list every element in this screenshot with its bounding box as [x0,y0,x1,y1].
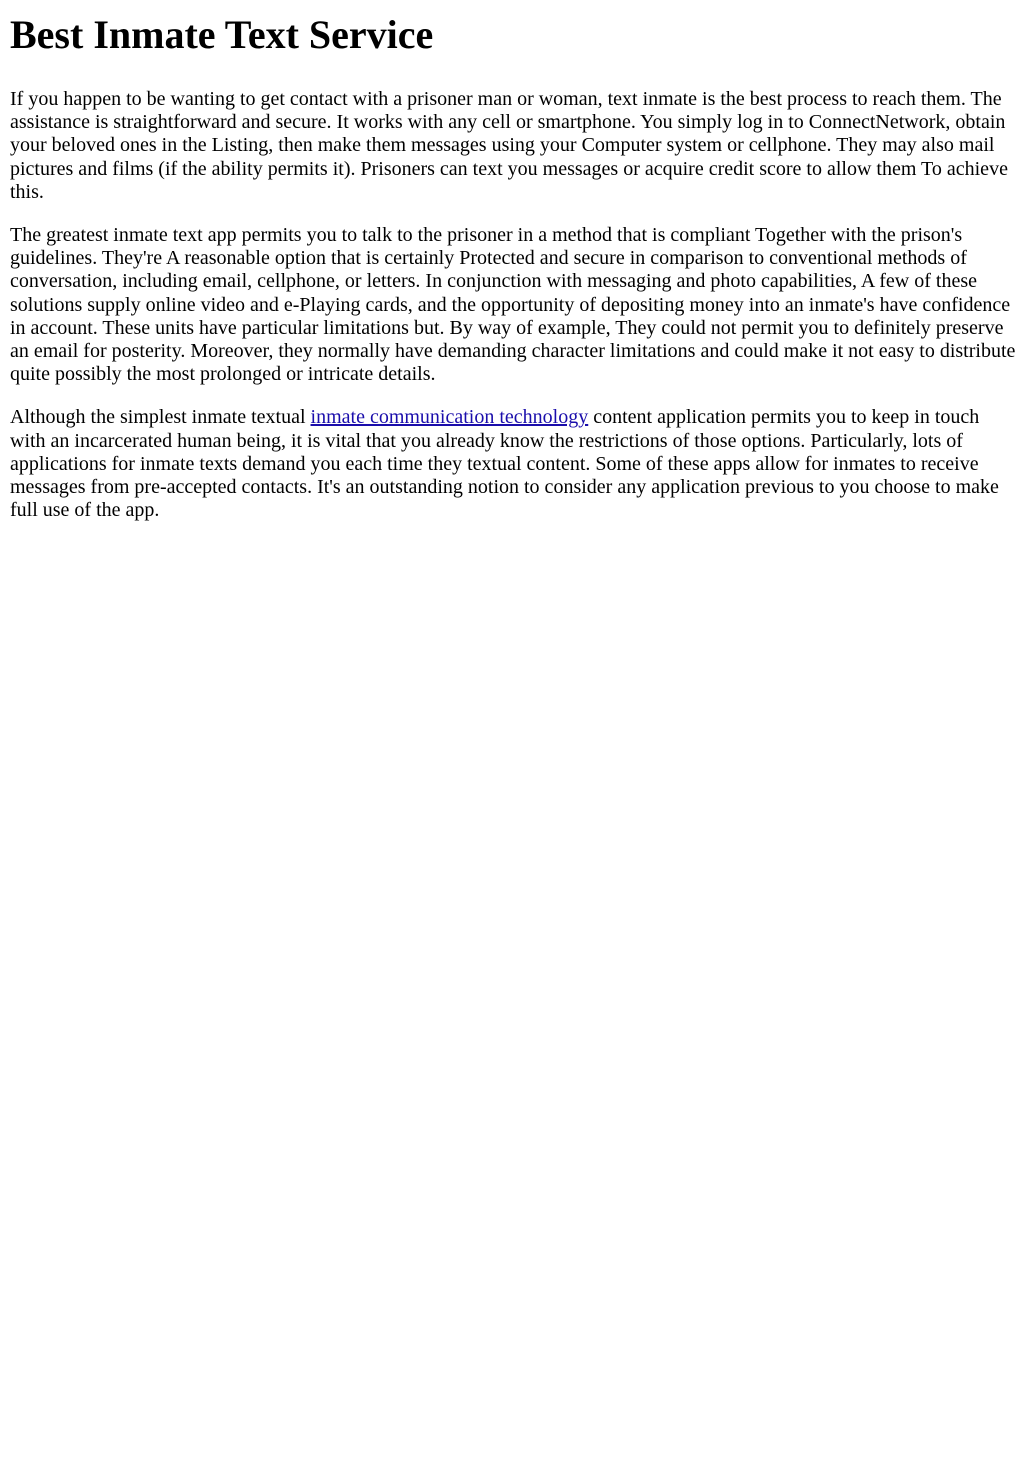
article [0,12,1024,522]
paragraph-restrictions-text-after: content application permits you to keep in touch with an incarcerated human being, it is vital that you already know the restrictions of those options. Particularly, lots of applications for inmate texts demand you each time they textual content. Some of these apps allow for inmates to receive messages from pre-accepted contacts. It's an outstanding notion to consider any application previous to you choose to make full use of the app. [10,406,999,522]
paragraph-restrictions [10,406,1016,522]
paragraph-restrictions-text-before: Although the simplest inmate textual [10,406,311,429]
paragraph-app-overview: The greatest inmate text app permits you to talk to the prisoner in a method that is compliant Together with the prison's guidelines. They're A reasonable option that is certainly Protected and secure in comparison to conventional methods of conversation, including email, cellphone, or letters. In conjunction with messaging and photo capabilities, A few of these solutions supply online video and e-Playing cards, and the opportunity of depositing money into an inmate's have confidence in account. These units have particular limitations but. By way of example, They could not permit you to definitely preserve an email for posterity. Moreover, they normally have demanding character limitations and could make it not easy to distribute quite possibly the most prolonged or intricate details. [10,224,1016,386]
inmate-communication-technology-link[interactable]: inmate communication technology [310,406,589,429]
page-title: Best Inmate Text Service [10,12,434,57]
paragraph-intro: If you happen to be wanting to get contact with a prisoner man or woman, text inmate is the best process to reach them. The assistance is straightforward and secure. It works with any cell or smartphone. You simply log in to ConnectNetwork, obtain your beloved ones in the Listing, then make them messages using your Computer system or cellphone. They may also mail pictures and films (if the ability permits it). Prisoners can text you messages or acquire credit score to allow them To achieve this. [10,88,1008,203]
